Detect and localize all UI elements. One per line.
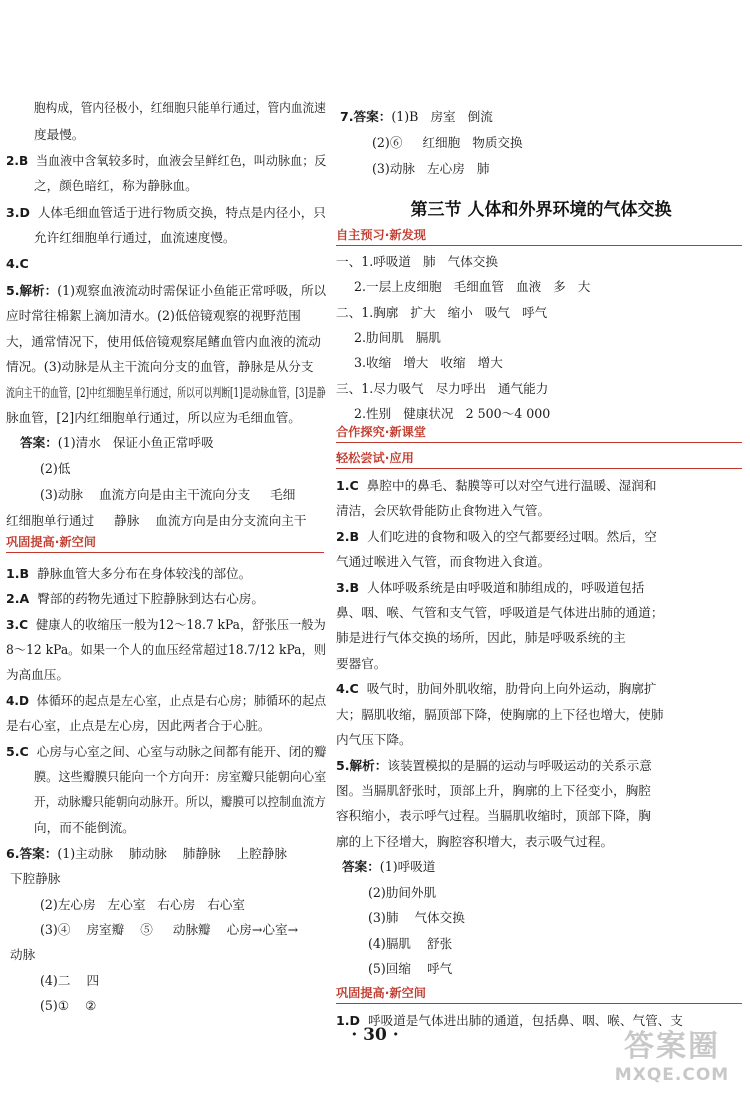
text-line — [10, 945, 35, 965]
text-line — [20, 433, 214, 453]
text-line — [6, 640, 326, 660]
header-rule — [336, 1003, 742, 1004]
line-text: (2)左心房 左心室 右心房 右心室 — [40, 897, 245, 912]
text-line — [40, 895, 245, 915]
text-line — [336, 379, 548, 399]
line-text: 心房与心室之间、心室与动脉之间都有能开、闭的瓣 — [28, 744, 327, 759]
line-text: (3)动脉 血流方向是由主干流向分支 毛细 — [40, 487, 296, 502]
item-label: 5.C — [6, 744, 29, 759]
text-line — [6, 742, 326, 762]
text-line — [6, 691, 326, 711]
line-text: 之，颜色暗红，称为静脉血。 — [34, 178, 198, 193]
watermark-logo — [602, 1029, 742, 1091]
text-line — [336, 527, 657, 547]
text-line — [6, 844, 287, 864]
text-line — [40, 485, 295, 505]
header-rule — [336, 442, 742, 443]
item-label: 答案： — [342, 859, 380, 874]
line-text: 大；膈肌收缩，膈顶部下降，使胸廓的上下径也增大，使肺 — [336, 707, 664, 722]
text-line — [6, 357, 314, 377]
text-line — [34, 818, 135, 838]
line-text: (3)④ 房室瓣 ⑤ 动脉瓣 心房→心室→ — [40, 922, 299, 937]
line-text: (3)肺 气体交换 — [368, 910, 465, 925]
item-label: 答案： — [20, 435, 58, 450]
text-line — [336, 832, 613, 852]
header-rule — [336, 468, 742, 469]
line-text: 三、1.尽力吸气 尽力呼出 通气能力 — [336, 381, 549, 396]
text-line — [354, 353, 503, 373]
line-text: (3)动脉 左心房 肺 — [372, 161, 490, 176]
line-text: 情况。(3)动脉是从主干流向分支的血管，静脉是从分支 — [6, 359, 314, 374]
line-text: 鼻腔中的鼻毛、黏膜等可以对空气进行温暖、湿润和 — [358, 478, 657, 493]
text-line — [336, 552, 550, 572]
text-line — [336, 806, 651, 826]
text-line — [6, 615, 326, 635]
text-line — [34, 228, 236, 248]
line-text: 8～12 kPa。如果一个人的血压经常超过18.7/12 kPa，则 — [6, 642, 327, 657]
line-text: 应时常往棉絮上滴加清水。(2)低倍镜观察的视野范围 — [6, 308, 301, 323]
line-text: (1)主动脉 肺动脉 肺静脉 上腔静脉 — [57, 846, 287, 861]
item-label: 3.B — [336, 580, 360, 595]
text-line — [6, 408, 301, 428]
line-text: 度最慢。 — [34, 127, 85, 142]
header-rule — [6, 552, 324, 553]
text-line — [6, 254, 29, 274]
section-header: 轻松尝试·应用 — [336, 451, 414, 465]
line-text: 吸气时，肋间外肌收缩，肋骨向上向外运动，胸廓扩 — [358, 681, 657, 696]
text-line — [336, 730, 412, 750]
text-line — [34, 176, 198, 196]
text-line — [336, 252, 498, 272]
line-text: 开，动脉瓣只能朝向动脉开。所以，瓣膜可以控制血流方 — [34, 794, 326, 809]
item-label: 4.C — [336, 681, 359, 696]
text-line — [6, 564, 251, 584]
item-label: 2.B — [6, 153, 29, 168]
line-text: (5)① ② — [40, 998, 97, 1013]
page-number: · 30 · — [351, 1025, 399, 1045]
text-line — [6, 306, 301, 326]
line-text: 流向主干的血管，[2]中红细胞呈单行通过，所以可以判断[1]是动脉血管，[3]是静 — [6, 385, 326, 400]
item-label: 3.D — [6, 205, 30, 220]
line-text: 内气压下降。 — [336, 732, 412, 747]
line-text: (2)⑥ 红细胞 物质交换 — [372, 135, 523, 150]
text-line — [336, 654, 386, 674]
text-line — [336, 501, 550, 521]
item-label: 5.解析： — [336, 758, 388, 773]
text-line — [40, 971, 99, 991]
line-text: (4)膈肌 舒张 — [368, 936, 453, 951]
line-text: 胞构成，管内径极小，红细胞只能单行通过，管内血流速 — [34, 100, 326, 115]
line-text: 体循环的起点是左心室，止点是右心房；肺循环的起点 — [29, 693, 327, 708]
watermark-top: 答案圈 — [624, 1029, 720, 1064]
section-header: 巩固提高·新空间 — [6, 535, 96, 549]
line-text: (2)肋间外肌 — [368, 885, 437, 900]
header-rule — [336, 245, 742, 246]
text-line — [6, 151, 326, 171]
line-text: 气通过喉进入气管，而食物进入食道。 — [336, 554, 551, 569]
text-line — [6, 589, 264, 609]
line-text: (1)观察血液流动时需保证小鱼能正常呼吸，所以 — [57, 283, 327, 298]
text-line — [6, 383, 326, 403]
line-text: (1)呼吸道 — [379, 859, 436, 874]
text-line — [354, 277, 590, 297]
item-label: 3.C — [6, 617, 29, 632]
text-line — [6, 511, 307, 531]
line-text: 健康人的收缩压一般为12～18.7 kPa，舒张压一般为 — [28, 617, 326, 632]
item-label: 1.C — [336, 478, 359, 493]
line-text: 为高血压。 — [6, 667, 69, 682]
line-text: (4)二 四 — [40, 973, 100, 988]
text-line — [34, 125, 84, 145]
line-text: 人体呼吸系统是由呼吸道和肺组成的，呼吸道包括 — [359, 580, 645, 595]
line-text: 下腔静脉 — [10, 871, 61, 886]
line-text: 二、1.胸廓 扩大 缩小 吸气 呼气 — [336, 305, 548, 320]
text-line — [6, 716, 270, 736]
text-line — [34, 98, 326, 118]
line-text: 3.收缩 增大 收缩 增大 — [354, 355, 503, 370]
item-label: 4.C — [6, 256, 29, 271]
item-label: 2.A — [6, 591, 30, 606]
item-label: 1.B — [6, 566, 30, 581]
line-text: 大，通常情况下，使用低倍镜观察尾鳍血管内血液的流动 — [6, 334, 321, 349]
text-line — [336, 756, 652, 776]
text-line — [354, 404, 550, 424]
text-line — [336, 476, 656, 496]
line-text: 红细胞单行通过 静脉 血流方向是由分支流向主干 — [6, 513, 307, 528]
line-text: 是右心室，止点是左心房，因此两者合于心脏。 — [6, 718, 271, 733]
item-label: 7.答案： — [340, 109, 392, 124]
line-text: 一、1.呼吸道 肺 气体交换 — [336, 254, 498, 269]
item-label: 2.B — [336, 529, 360, 544]
line-text: 膜。这些瓣膜只能向一个方向开：房室瓣只能朝向心室 — [34, 769, 327, 784]
text-line — [336, 705, 663, 725]
text-line — [40, 459, 70, 479]
section-header: 巩固提高·新空间 — [336, 986, 426, 1000]
line-text: 2.一层上皮细胞 毛细血管 血液 多 大 — [354, 279, 591, 294]
text-line — [34, 792, 326, 812]
item-label: 1.D — [336, 1013, 361, 1028]
item-label: 4.D — [6, 693, 30, 708]
text-line — [368, 883, 436, 903]
line-text: 该装置模拟的是膈的运动与呼吸运动的关系示意 — [387, 758, 652, 773]
line-text: 清洁，会厌软骨能防止食物进入气管。 — [336, 503, 551, 518]
line-text: (5)回缩 呼气 — [368, 961, 453, 976]
text-line — [6, 203, 326, 223]
text-line — [6, 281, 326, 301]
line-text: 廓的上下径增大，胸腔容积增大，表示吸气过程。 — [336, 834, 614, 849]
line-text: 2.性别 健康状况 2 500～4 000 — [354, 406, 551, 421]
item-label: 6.答案： — [6, 846, 58, 861]
text-line — [354, 328, 441, 348]
text-line — [368, 934, 452, 954]
text-line — [6, 665, 69, 685]
text-line — [372, 133, 523, 153]
text-line — [336, 679, 656, 699]
line-text: 允许红细胞单行通过，血流速度慢。 — [34, 230, 236, 245]
line-text: (1)清水 保证小鱼正常呼吸 — [57, 435, 214, 450]
line-text: 向，而不能倒流。 — [34, 820, 135, 835]
line-text: 脉血管，[2]内红细胞单行通过，所以应为毛细血管。 — [6, 410, 301, 425]
text-line — [372, 159, 489, 179]
line-text: 鼻、咽、喉、气管和支气管，呼吸道是气体进出肺的通道； — [336, 605, 664, 620]
text-line — [40, 920, 298, 940]
text-line — [340, 107, 493, 127]
line-text: 图。当膈肌舒张时，顶部上升，胸廓的上下径变小，胸腔 — [336, 783, 651, 798]
section-title: 第三节 人体和外界环境的气体交换 — [410, 199, 672, 220]
text-line — [336, 578, 644, 598]
watermark-bottom: MXQE.COM — [614, 1065, 730, 1085]
text-line — [368, 908, 465, 928]
text-line — [368, 959, 452, 979]
line-text: 静脉血管大多分布在身体较浅的部位。 — [29, 566, 252, 581]
line-text: 动脉 — [10, 947, 36, 962]
line-text: 当血液中含氧较多时，血液会呈鲜红色，叫动脉血；反 — [28, 153, 327, 168]
text-line — [10, 869, 60, 889]
text-line — [6, 332, 321, 352]
text-line — [336, 781, 651, 801]
line-text: (1)B 房室 倒流 — [391, 109, 493, 124]
text-line — [34, 767, 326, 787]
text-line — [40, 996, 96, 1016]
text-line — [336, 603, 663, 623]
line-text: 容积缩小，表示呼气过程。当膈肌收缩时，顶部下降，胸 — [336, 808, 651, 823]
line-text: 臀部的药物先通过下腔静脉到达右心房。 — [29, 591, 264, 606]
text-line — [336, 303, 547, 323]
line-text: 人们吃进的食物和吸入的空气都要经过咽。然后，空 — [359, 529, 657, 544]
section-header: 合作探究·新课堂 — [336, 425, 426, 439]
line-text: 呼吸道是气体进出肺的通道，包括鼻、咽、喉、气管、支 — [360, 1013, 683, 1028]
line-text: 人体毛细血管适于进行物质交换，特点是内径小，只 — [29, 205, 326, 220]
text-line — [336, 628, 626, 648]
section-header: 自主预习·新发现 — [336, 228, 426, 242]
line-text: (2)低 — [40, 461, 71, 476]
line-text: 要器官。 — [336, 656, 387, 671]
item-label: 5.解析： — [6, 283, 58, 298]
line-text: 肺是进行气体交换的场所，因此，肺是呼吸系统的主 — [336, 630, 626, 645]
text-line — [342, 857, 435, 877]
line-text: 2.肋间肌 膈肌 — [354, 330, 441, 345]
